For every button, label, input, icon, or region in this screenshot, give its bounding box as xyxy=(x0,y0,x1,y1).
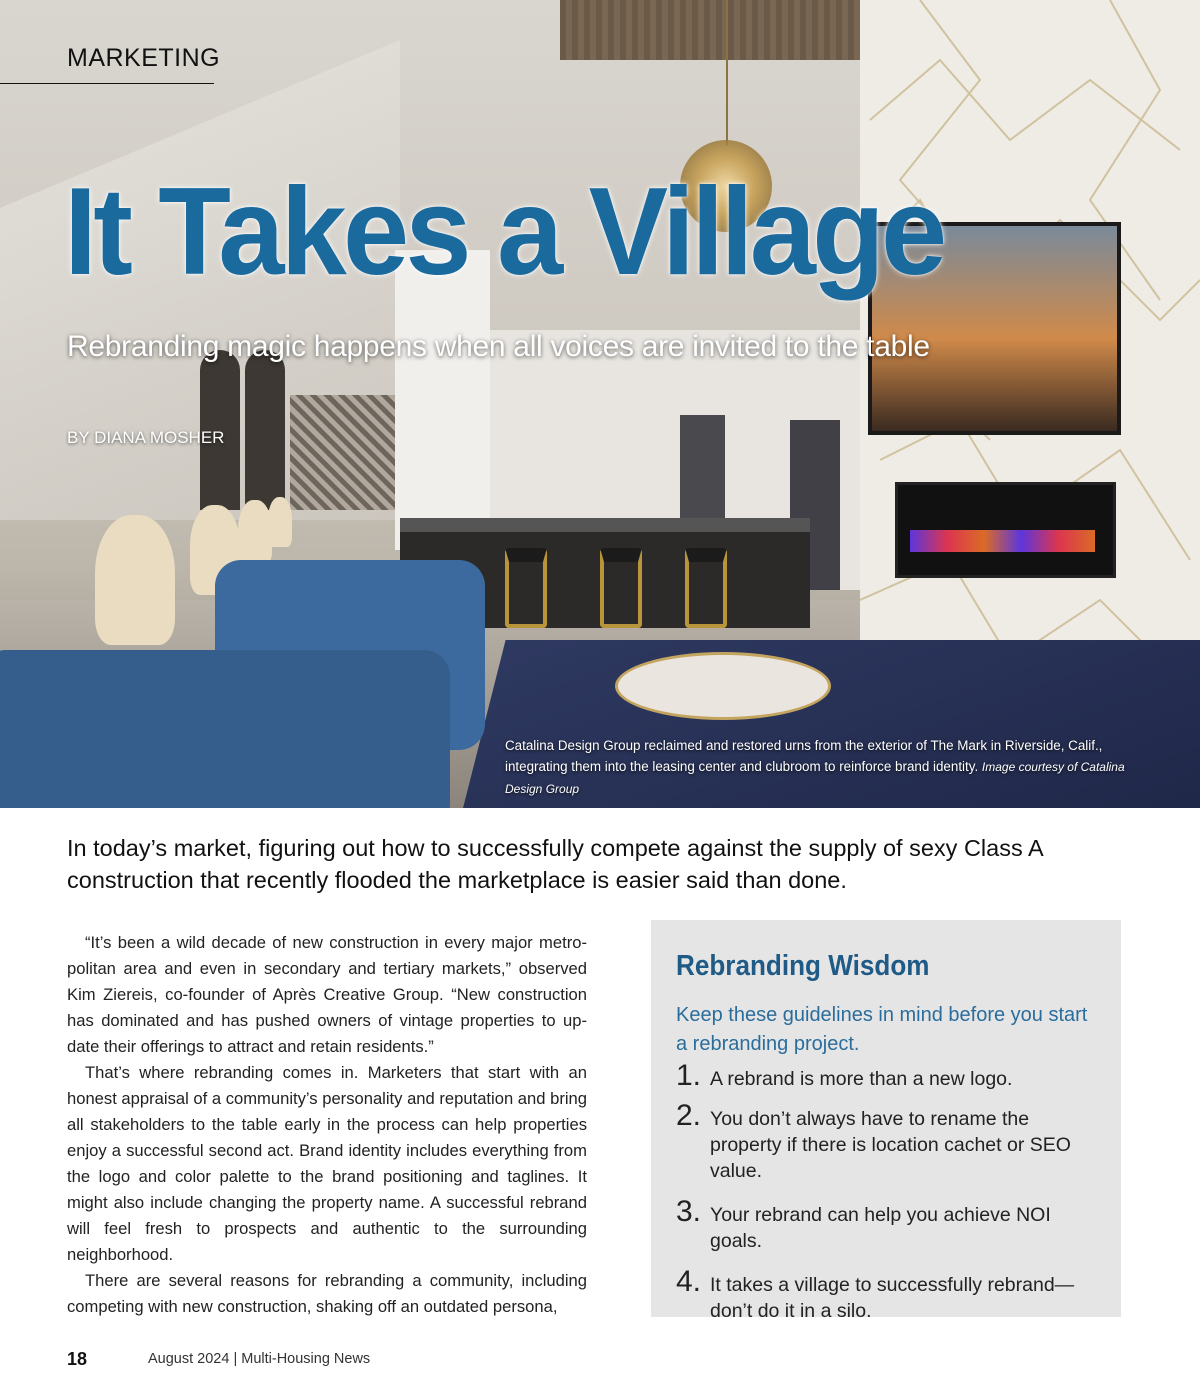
sidebar-title: Rebranding Wisdom xyxy=(676,950,930,982)
body-column xyxy=(67,930,587,1320)
photo-urn xyxy=(95,515,175,645)
headline: It Takes a Village xyxy=(64,163,944,301)
list-number: 2. xyxy=(676,1099,702,1132)
photo-patterned-wall xyxy=(290,395,400,510)
publication-info: August 2024 | Multi-Housing News xyxy=(148,1351,371,1367)
photo-pendant-wire xyxy=(726,0,728,145)
photo-bar-stool xyxy=(600,548,642,628)
photo-wood-ceiling xyxy=(560,0,900,60)
byline: BY DIANA MOSHER xyxy=(67,428,225,447)
sidebar-list-item xyxy=(676,1265,1106,1324)
photo-arch-window xyxy=(245,350,285,510)
body-paragraph: That’s where rebranding comes in. Marketers that start with an honest appraisal of a community’s personality and reputation and bring all stakeholders to the table early in the process can help properties enjoy a successful second act. Brand identity includes everything from the logo and color palette to the brand positioning and taglines. It might also include changing the property name. A successful rebrand will feel fresh to prospects and authentic to the surrounding neighborhood. xyxy=(67,1063,587,1264)
photo-urn xyxy=(268,497,292,547)
list-text: A rebrand is more than a new logo. xyxy=(710,1068,1013,1090)
page-number: 18 xyxy=(67,1349,88,1369)
photo-fireplace-flames xyxy=(910,530,1095,552)
list-number: 4. xyxy=(676,1265,702,1298)
photo-armchair xyxy=(0,650,450,808)
intro-paragraph: In today’s market, figuring out how to successfully compete against the supply of sexy Class A construction that recently flooded the marketplace is easier said than done. xyxy=(67,835,1043,893)
sidebar-list-item xyxy=(676,1195,1106,1254)
caption-text: Catalina Design Group reclaimed and restored urns from the exterior of The Mark in Riverside, Calif., integrating them into the leasing center and clubroom to reinforce brand identity. xyxy=(505,738,1103,774)
body-paragraph: “It’s been a wild decade of new construction in every major metro-politan area and even in secondary and tertiary markets,” observed Kim Ziereis, co-founder of Après Creative Group. “New construction has dominated and has pushed owners of vintage properties to up-date their offerings to attract and retain residents.” xyxy=(67,933,587,1056)
photo-bar-stool xyxy=(685,548,727,628)
sidebar-list-item xyxy=(676,1099,1106,1184)
photo-caption xyxy=(505,735,1145,800)
list-number: 3. xyxy=(676,1195,702,1228)
sidebar-list-item xyxy=(676,1059,1106,1092)
sidebar-list xyxy=(676,1059,1106,1342)
list-number: 1. xyxy=(676,1059,702,1092)
photo-coffee-table xyxy=(615,652,831,720)
sidebar-intro: Keep these guidelines in mind before you start a rebranding project. xyxy=(676,1004,1088,1055)
list-text: You don’t always have to rename the property if there is location cachet or SEO value. xyxy=(710,1108,1071,1182)
list-text: It takes a village to successfully rebrand— don’t do it in a silo. xyxy=(710,1274,1075,1322)
list-text: Your rebrand can help you achieve NOI goals. xyxy=(710,1204,1051,1252)
body-paragraph: There are several reasons for rebranding a community, including competing with new construction, shaking off an outdated persona, xyxy=(67,1271,587,1316)
section-label: MARKETING xyxy=(67,44,221,72)
caption-credit: Image courtesy of Catalina Design Group xyxy=(505,760,1125,796)
photo-urn xyxy=(238,500,272,565)
section-rule xyxy=(0,83,214,84)
subheadline: Rebranding magic happens when all voices are invited to the table xyxy=(67,330,930,363)
photo-bar-stool xyxy=(505,548,547,628)
